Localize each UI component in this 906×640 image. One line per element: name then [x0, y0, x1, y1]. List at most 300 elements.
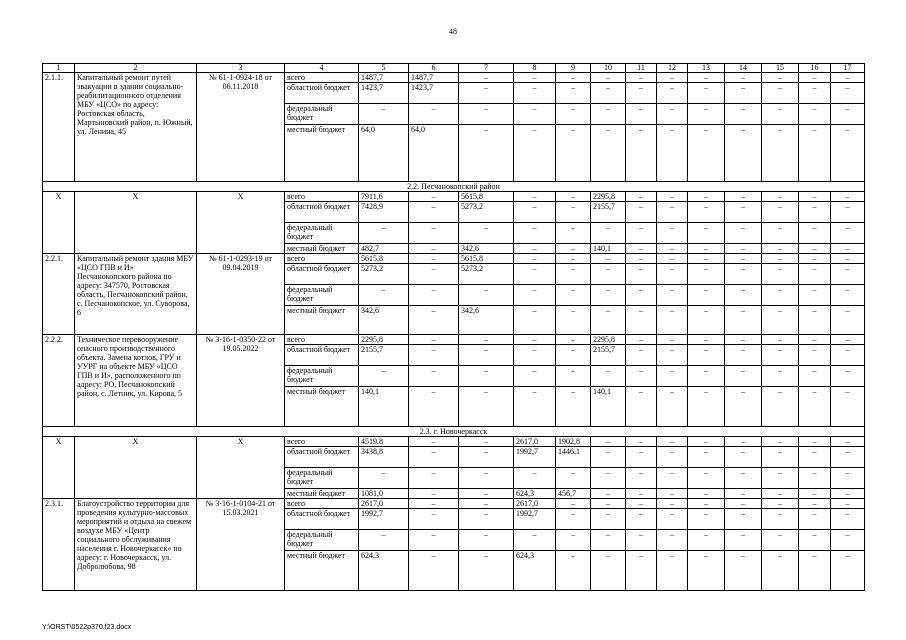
value-cell: 7911,6	[359, 192, 409, 202]
value-cell: –	[409, 387, 459, 427]
value-cell: –	[688, 285, 725, 306]
budget-label: местный бюджет	[285, 489, 359, 499]
value-cell: –	[591, 285, 626, 306]
value-cell: 342,6	[459, 244, 514, 254]
value-cell: –	[799, 223, 831, 244]
value-cell: –	[626, 530, 657, 551]
value-cell: –	[556, 254, 591, 264]
value-cell: –	[459, 387, 514, 427]
value-cell: –	[459, 437, 514, 447]
value-cell: –	[409, 489, 459, 499]
value-cell: –	[799, 73, 831, 83]
header-number-cell: 15	[762, 64, 799, 73]
value-cell: –	[514, 104, 556, 125]
value-cell: –	[725, 254, 762, 264]
value-cell: –	[556, 530, 591, 551]
value-cell: –	[725, 104, 762, 125]
value-cell: –	[514, 387, 556, 427]
value-cell: 624,3	[514, 489, 556, 499]
value-cell: –	[762, 285, 799, 306]
value-cell: –	[688, 223, 725, 244]
value-cell: –	[725, 551, 762, 591]
value-cell: 2155,7	[591, 345, 626, 366]
value-cell: –	[762, 489, 799, 499]
budget-label: федеральный бюджет	[285, 530, 359, 551]
value-cell: –	[556, 125, 591, 182]
value-cell: –	[725, 345, 762, 366]
value-cell: –	[725, 192, 762, 202]
value-cell: –	[762, 345, 799, 366]
value-cell: –	[409, 104, 459, 125]
value-cell: –	[762, 366, 799, 387]
header-number-cell: 2	[75, 64, 197, 73]
value-cell: –	[799, 530, 831, 551]
value-cell: –	[459, 335, 514, 345]
item-name: Капитальный ремонт путей эвакуации в здании социально-реабилитационного отделения МБУ «ЦСО» по адресу: Ростовская область, Мартыновский район, п. Южный, ул. Ленина, 45	[75, 73, 197, 182]
footer-path: Y:\ORST\0522p370.f23.docx	[42, 624, 132, 631]
value-cell: 140,1	[359, 387, 409, 427]
value-cell: –	[799, 499, 831, 509]
value-cell: –	[514, 73, 556, 83]
value-cell: –	[591, 104, 626, 125]
value-cell: –	[657, 437, 688, 447]
value-cell: –	[626, 73, 657, 83]
value-cell: –	[688, 499, 725, 509]
value-cell: –	[831, 83, 865, 104]
item-document: № 61-1-0293-19 от 09.04.2019	[197, 254, 285, 335]
value-cell: –	[725, 223, 762, 244]
header-number-cell: 7	[459, 64, 514, 73]
value-cell: 4519,8	[359, 437, 409, 447]
value-cell: –	[359, 366, 409, 387]
header-number-cell: 13	[688, 64, 725, 73]
value-cell: –	[459, 104, 514, 125]
header-row	[43, 64, 865, 73]
value-cell: –	[762, 509, 799, 530]
value-cell: –	[831, 366, 865, 387]
value-cell: –	[591, 499, 626, 509]
budget-label: федеральный бюджет	[285, 468, 359, 489]
value-cell: –	[556, 345, 591, 366]
value-cell: –	[725, 202, 762, 223]
value-cell: –	[725, 387, 762, 427]
value-cell: –	[657, 244, 688, 254]
budget-label: местный бюджет	[285, 125, 359, 182]
item-name: Техническое перевооружение опасного производственного объекта. Замена котлов, ГРУ и УУРГ на объекте МБУ «ЦСО ГПВ и И», расположенного по адресу: РО, Песчанокопский район, с. Летник, ул. Кирова, 5	[75, 335, 197, 427]
value-cell: –	[556, 306, 591, 335]
value-cell: –	[626, 437, 657, 447]
value-cell: –	[799, 366, 831, 387]
value-cell: –	[657, 530, 688, 551]
value-cell: –	[688, 202, 725, 223]
value-cell: –	[799, 387, 831, 427]
x-mark: Х	[197, 437, 285, 499]
header-number-cell: 4	[285, 64, 359, 73]
value-cell: 1992,7	[514, 509, 556, 530]
page-number: 48	[449, 27, 457, 36]
value-cell: –	[514, 306, 556, 335]
value-cell: –	[556, 83, 591, 104]
value-cell: –	[626, 447, 657, 468]
budget-label: всего	[285, 437, 359, 447]
header-number-cell: 10	[591, 64, 626, 73]
value-cell: –	[591, 530, 626, 551]
value-cell: 482,7	[359, 244, 409, 254]
value-cell: –	[831, 387, 865, 427]
value-cell: –	[626, 254, 657, 264]
value-cell: –	[556, 104, 591, 125]
value-cell: –	[626, 83, 657, 104]
budget-label: местный бюджет	[285, 306, 359, 335]
budget-label: всего	[285, 192, 359, 202]
value-cell: –	[831, 345, 865, 366]
value-cell: –	[591, 125, 626, 182]
value-cell: –	[459, 551, 514, 591]
budget-label: всего	[285, 499, 359, 509]
value-cell: –	[762, 437, 799, 447]
table-row	[43, 335, 865, 345]
value-cell: –	[459, 223, 514, 244]
budget-label: местный бюджет	[285, 387, 359, 427]
value-cell: –	[762, 192, 799, 202]
value-cell: –	[409, 264, 459, 285]
value-cell: –	[409, 447, 459, 468]
value-cell: –	[762, 499, 799, 509]
header-number-cell: 17	[831, 64, 865, 73]
value-cell: –	[762, 202, 799, 223]
header-number-cell: 16	[799, 64, 831, 73]
section-title: 2.2. Песчанокопский район	[43, 182, 865, 192]
value-cell: –	[409, 254, 459, 264]
value-cell: –	[591, 366, 626, 387]
value-cell: –	[725, 499, 762, 509]
value-cell: –	[657, 335, 688, 345]
value-cell: –	[657, 551, 688, 591]
value-cell: –	[591, 468, 626, 489]
value-cell: 3438,8	[359, 447, 409, 468]
value-cell: –	[725, 437, 762, 447]
item-name: Капитальный ремонт здания МБУ «ЦСО ГПВ и И» Песчанокопского района по адресу: 347570, Ростовская область, Песчанокопский район, с. Песчанокопское, ул. Суворова, 6	[75, 254, 197, 335]
value-cell: –	[359, 468, 409, 489]
value-cell: 64,0	[409, 125, 459, 182]
value-cell: –	[409, 335, 459, 345]
item-document: № 3-16-1-0350-22 от 19.05.2022	[197, 335, 285, 427]
value-cell: –	[688, 387, 725, 427]
value-cell: 5615,8	[459, 254, 514, 264]
value-cell: 2155,7	[591, 202, 626, 223]
value-cell: –	[556, 202, 591, 223]
value-cell: –	[409, 202, 459, 223]
value-cell: –	[591, 551, 626, 591]
value-cell: –	[688, 264, 725, 285]
table-row	[43, 192, 865, 202]
value-cell: –	[626, 335, 657, 345]
value-cell: –	[556, 244, 591, 254]
value-cell: –	[459, 499, 514, 509]
value-cell: –	[688, 489, 725, 499]
value-cell: –	[626, 285, 657, 306]
value-cell: –	[556, 509, 591, 530]
value-cell: –	[626, 192, 657, 202]
value-cell: –	[725, 264, 762, 285]
value-cell: 2295,8	[359, 335, 409, 345]
x-mark: Х	[43, 192, 75, 254]
header-number-cell: 6	[409, 64, 459, 73]
value-cell: 1902,8	[556, 437, 591, 447]
value-cell: –	[657, 285, 688, 306]
value-cell: –	[409, 551, 459, 591]
budget-label: всего	[285, 254, 359, 264]
value-cell: –	[359, 530, 409, 551]
item-document: № 61-1-0924-18 от 06.11.2018	[197, 73, 285, 182]
value-cell: –	[762, 306, 799, 335]
value-cell: 2295,8	[591, 335, 626, 345]
value-cell: –	[556, 223, 591, 244]
value-cell: –	[799, 345, 831, 366]
budget-label: всего	[285, 335, 359, 345]
value-cell: –	[626, 104, 657, 125]
value-cell: –	[514, 223, 556, 244]
value-cell: 1487,7	[359, 73, 409, 83]
value-cell: –	[626, 366, 657, 387]
value-cell: –	[799, 264, 831, 285]
value-cell: –	[514, 345, 556, 366]
value-cell: –	[359, 223, 409, 244]
value-cell: –	[556, 73, 591, 83]
header-number-cell: 14	[725, 64, 762, 73]
value-cell: –	[514, 285, 556, 306]
section-title: 2.3. г. Новочеркасск	[43, 427, 865, 437]
value-cell: –	[799, 202, 831, 223]
value-cell: –	[762, 264, 799, 285]
budget-label: федеральный бюджет	[285, 223, 359, 244]
value-cell: –	[799, 306, 831, 335]
value-cell: 456,7	[556, 489, 591, 499]
value-cell: –	[591, 489, 626, 499]
value-cell: –	[688, 73, 725, 83]
value-cell: –	[359, 285, 409, 306]
header-number-cell: 5	[359, 64, 409, 73]
value-cell: –	[688, 447, 725, 468]
value-cell: –	[626, 264, 657, 285]
value-cell: –	[799, 83, 831, 104]
value-cell: –	[799, 335, 831, 345]
value-cell: –	[459, 468, 514, 489]
value-cell: –	[725, 125, 762, 182]
value-cell: –	[762, 468, 799, 489]
value-cell: –	[831, 306, 865, 335]
value-cell: –	[591, 223, 626, 244]
value-cell: –	[725, 366, 762, 387]
item-name: Благоустройство территории для проведения культурно-массовых мероприятий и отдыха на свежем воздухе МБУ «Центр социального обслуживания населения г. Новочеркасск» по адресу: г. Новочеркасск, ул. Добролюбова, 98	[75, 499, 197, 591]
value-cell: –	[725, 489, 762, 499]
value-cell: –	[688, 244, 725, 254]
value-cell: –	[626, 509, 657, 530]
value-cell: –	[459, 489, 514, 499]
value-cell: –	[514, 254, 556, 264]
value-cell: –	[688, 192, 725, 202]
value-cell: –	[688, 468, 725, 489]
value-cell: 1423,7	[359, 83, 409, 104]
value-cell: –	[626, 345, 657, 366]
value-cell: –	[688, 509, 725, 530]
value-cell: –	[688, 306, 725, 335]
value-cell: 5273,2	[359, 264, 409, 285]
value-cell: –	[657, 73, 688, 83]
value-cell: –	[688, 366, 725, 387]
value-cell: –	[799, 254, 831, 264]
value-cell: –	[688, 254, 725, 264]
value-cell: –	[591, 509, 626, 530]
value-cell: –	[831, 254, 865, 264]
value-cell: –	[657, 202, 688, 223]
value-cell: –	[762, 244, 799, 254]
header-number-cell: 9	[556, 64, 591, 73]
table-row	[43, 437, 865, 447]
value-cell: –	[725, 244, 762, 254]
value-cell: 140,1	[591, 244, 626, 254]
budget-label: федеральный бюджет	[285, 104, 359, 125]
value-cell: –	[762, 83, 799, 104]
budget-label: всего	[285, 73, 359, 83]
value-cell: –	[831, 530, 865, 551]
value-cell: –	[409, 509, 459, 530]
value-cell: 1487,7	[409, 73, 459, 83]
value-cell: –	[459, 447, 514, 468]
value-cell: –	[657, 223, 688, 244]
value-cell: –	[591, 264, 626, 285]
value-cell: –	[459, 125, 514, 182]
value-cell: –	[762, 73, 799, 83]
value-cell: –	[409, 285, 459, 306]
value-cell: –	[762, 387, 799, 427]
value-cell: –	[657, 509, 688, 530]
value-cell: –	[657, 254, 688, 264]
value-cell: –	[626, 244, 657, 254]
value-cell: –	[514, 335, 556, 345]
value-cell: 2617,0	[359, 499, 409, 509]
value-cell: –	[591, 437, 626, 447]
value-cell: –	[657, 468, 688, 489]
value-cell: –	[762, 223, 799, 244]
value-cell: –	[556, 366, 591, 387]
value-cell: –	[725, 83, 762, 104]
value-cell: –	[831, 335, 865, 345]
value-cell: –	[831, 264, 865, 285]
header-number-cell: 8	[514, 64, 556, 73]
value-cell: –	[831, 437, 865, 447]
table-body	[43, 64, 865, 591]
value-cell: –	[725, 285, 762, 306]
value-cell: –	[831, 125, 865, 182]
value-cell: –	[657, 345, 688, 366]
value-cell: –	[725, 73, 762, 83]
value-cell: –	[688, 335, 725, 345]
value-cell: 1992,7	[359, 509, 409, 530]
value-cell: –	[626, 551, 657, 591]
value-cell: –	[799, 285, 831, 306]
value-cell: –	[459, 530, 514, 551]
value-cell: –	[409, 366, 459, 387]
value-cell: 624,3	[514, 551, 556, 591]
value-cell: –	[626, 306, 657, 335]
value-cell: –	[514, 192, 556, 202]
value-cell: 7428,9	[359, 202, 409, 223]
value-cell: –	[359, 104, 409, 125]
value-cell: –	[725, 530, 762, 551]
value-cell: –	[409, 499, 459, 509]
value-cell: –	[725, 468, 762, 489]
value-cell: –	[831, 509, 865, 530]
value-cell: 2295,8	[591, 192, 626, 202]
table-row	[43, 499, 865, 509]
value-cell: –	[831, 223, 865, 244]
budget-label: областной бюджет	[285, 264, 359, 285]
value-cell: –	[626, 489, 657, 499]
value-cell: –	[657, 192, 688, 202]
value-cell: –	[725, 509, 762, 530]
header-number-cell: 11	[626, 64, 657, 73]
value-cell: 5273,2	[459, 264, 514, 285]
value-cell: –	[514, 264, 556, 285]
value-cell: –	[831, 192, 865, 202]
value-cell: –	[459, 509, 514, 530]
value-cell: –	[831, 285, 865, 306]
value-cell: –	[831, 551, 865, 591]
value-cell: –	[514, 202, 556, 223]
value-cell: –	[657, 264, 688, 285]
value-cell: –	[409, 345, 459, 366]
value-cell: –	[725, 447, 762, 468]
value-cell: 2617,0	[514, 437, 556, 447]
value-cell: –	[762, 530, 799, 551]
funding-table	[42, 63, 865, 591]
value-cell: –	[626, 387, 657, 427]
value-cell: –	[657, 447, 688, 468]
value-cell: –	[725, 335, 762, 345]
value-cell: –	[556, 499, 591, 509]
value-cell: –	[514, 366, 556, 387]
value-cell: –	[591, 83, 626, 104]
header-number-cell: 12	[657, 64, 688, 73]
table-row	[43, 254, 865, 264]
value-cell: 1081,0	[359, 489, 409, 499]
value-cell: –	[657, 387, 688, 427]
value-cell: –	[831, 202, 865, 223]
value-cell: 2617,0	[514, 499, 556, 509]
value-cell: 1992,7	[514, 447, 556, 468]
value-cell: –	[762, 335, 799, 345]
value-cell: –	[409, 437, 459, 447]
value-cell: –	[556, 468, 591, 489]
value-cell: –	[409, 244, 459, 254]
value-cell: –	[831, 73, 865, 83]
value-cell: 342,6	[359, 306, 409, 335]
value-cell: –	[799, 244, 831, 254]
value-cell: –	[591, 306, 626, 335]
section-row	[43, 182, 865, 192]
value-cell: –	[556, 192, 591, 202]
header-number-cell: 1	[43, 64, 75, 73]
budget-label: федеральный бюджет	[285, 366, 359, 387]
value-cell: –	[556, 387, 591, 427]
budget-label: местный бюджет	[285, 551, 359, 591]
value-cell: –	[591, 73, 626, 83]
value-cell: –	[409, 192, 459, 202]
value-cell: –	[799, 125, 831, 182]
item-number: 2.2.1.	[43, 254, 75, 335]
value-cell: –	[688, 345, 725, 366]
